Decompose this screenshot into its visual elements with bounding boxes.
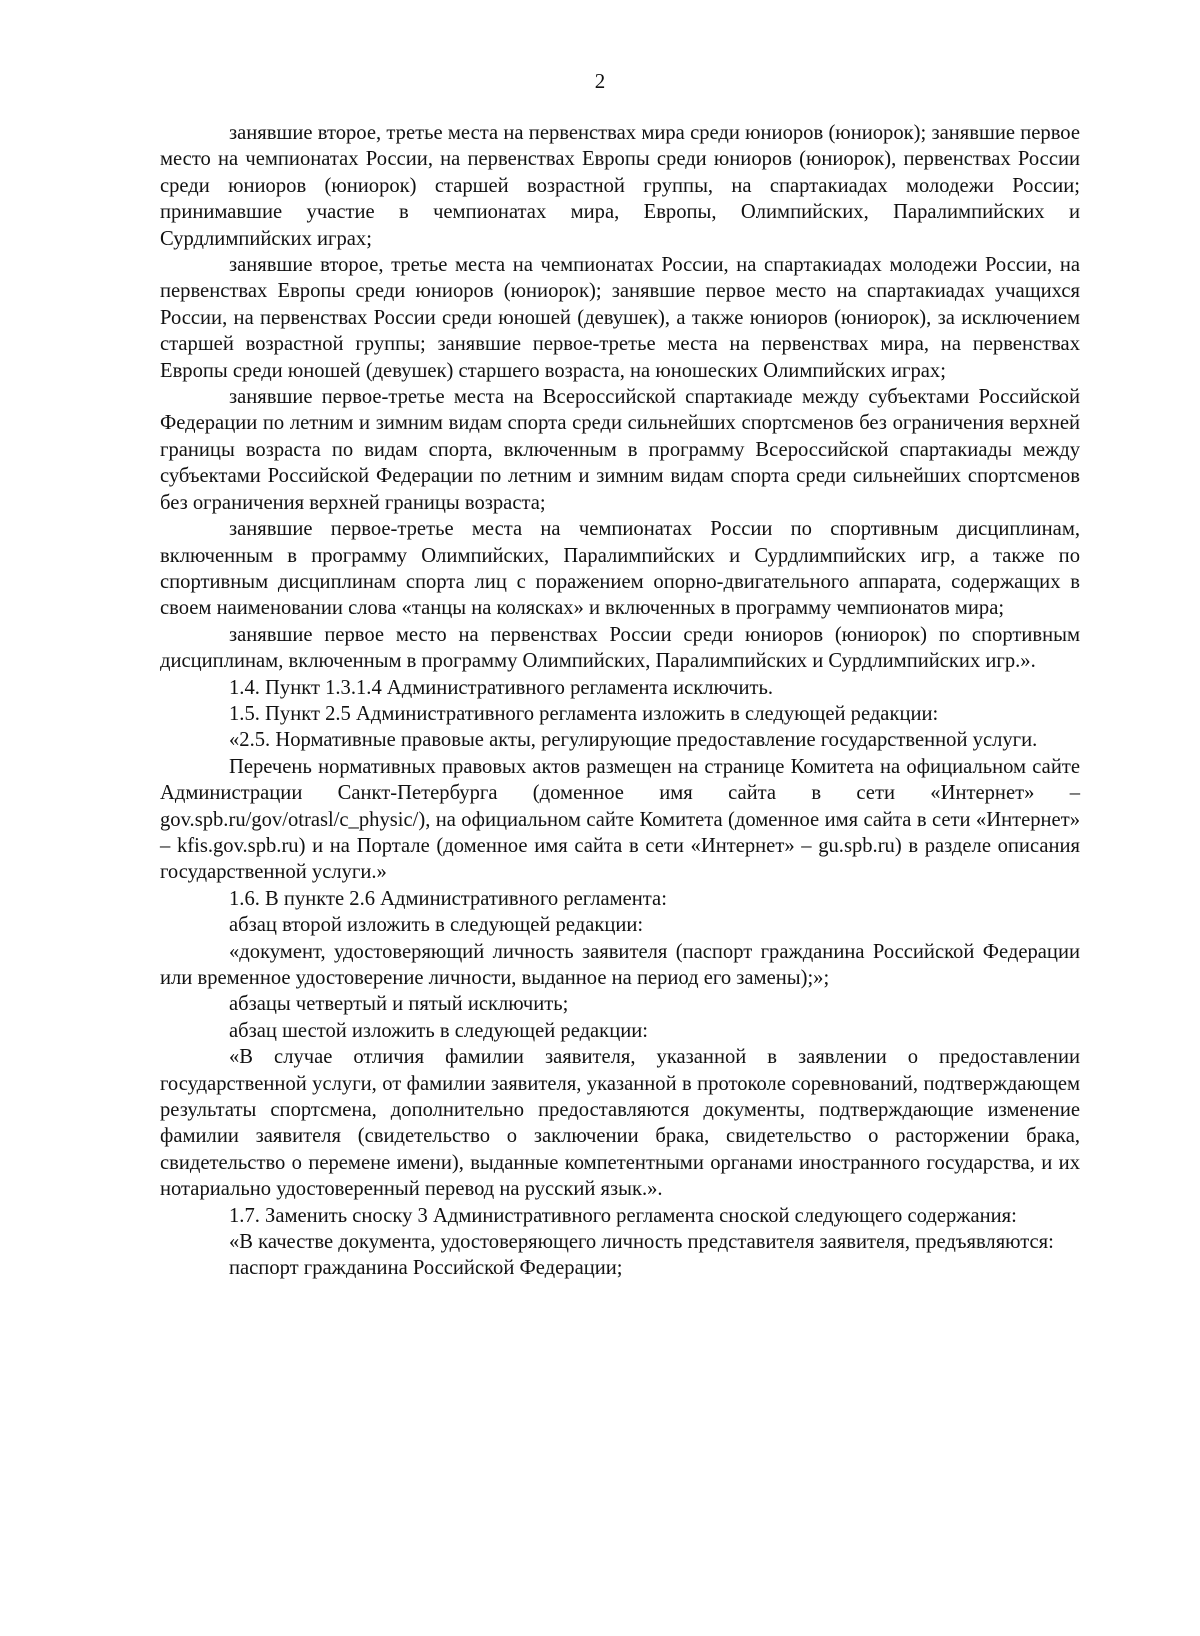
paragraph: занявшие первое-третье места на Всероссийской спартакиаде между субъектами Российской Федерации по летним и зимним видам спорта среди сильнейших спортсменов без ограничения верхней границы возраста по видам спорта, включенным в программу Всероссийской спартакиады между субъектами Российской Федерации по летним и зимним видам спорта среди сильнейших спортсменов без ограничения верхней границы возраста; <box>160 386 1080 514</box>
paragraph: 1.6. В пункте 2.6 Административного регламента: <box>229 887 667 910</box>
paragraph: 1.7. Заменить сноску 3 Административного регламента сноской следующего содержания: <box>229 1204 1017 1227</box>
paragraph: паспорт гражданина Российской Федерации; <box>229 1257 623 1280</box>
paragraph: абзацы четвертый и пятый исключить; <box>229 993 569 1016</box>
paragraph: абзац шестой изложить в следующей редакции: <box>229 1019 648 1042</box>
paragraph: занявшие первое место на первенствах России среди юниоров (юниорок) по спортивным дисциплинам, включенным в программу Олимпийских, Паралимпийских и Сурдлимпийских игр.». <box>160 623 1080 673</box>
paragraph: занявшие второе, третье места на чемпионатах России, на спартакиадах молодежи России, на первенствах Европы среди юниоров (юниорок); занявшие первое место на спартакиадах учащихся России, на первенствах России среди юношей (девушек), а также юниоров (юниорок), за исключением старшей возрастной группы; занявшие первое-третье места на первенствах мира, на первенствах Европы среди юношей (девушек) старшего возраста, на юношеских Олимпийских играх; <box>160 254 1080 382</box>
paragraph: «В случае отличия фамилии заявителя, указанной в заявлении о предоставлении государственной услуги, от фамилии заявителя, указанной в протоколе соревнований, подтверждающем результаты спортсмена, дополнительно предоставляются документы, подтверждающие изменение фамилии заявителя (свидетельство о заключении брака, свидетельство о расторжении брака, свидетельство о перемене имени), выданные компетентными органами иностранного государства, и их нотариально удостоверенный перевод на русский язык.». <box>160 1046 1080 1201</box>
paragraph: «документ, удостоверяющий личность заявителя (паспорт гражданина Российской Федерации или временное удостоверение личности, выданное на период его замены);»; <box>160 940 1080 989</box>
paragraph: занявшие второе, третье места на первенствах мира среди юниоров (юниорок); занявшие первое место на чемпионатах России, на первенствах Европы среди юниоров (юниорок), первенствах России среди юниоров (юниорок) старшей возрастной группы, на спартакиадах молодежи России; принимавшие участие в чемпионатах мира, Европы, Олимпийских, Паралимпийских и Сурдлимпийских играх; <box>160 122 1080 250</box>
paragraph: 1.4. Пункт 1.3.1.4 Административного регламента исключить. <box>229 676 774 699</box>
paragraph: Перечень нормативных правовых актов размещен на странице Комитета на официальном сайте Администрации Санкт-Петербурга (доменное имя сайта в сети «Интернет» – gov.spb.ru/gov/otrasl/c_physic/), на официальном сайте Комитета (доменное имя сайта в сети «Интернет» – kfis.gov.spb.ru) и на Портале (доменное имя сайта в сети «Интернет» – gu.spb.ru) в разделе описания государственной услуги.» <box>160 755 1080 884</box>
document-body <box>160 120 1080 1282</box>
paragraph: занявшие первое-третье места на чемпионатах России по спортивным дисциплинам, включенным в программу Олимпийских, Паралимпийских и Сурдлимпийских игр, а также по спортивным дисциплинам спорта лиц с поражением опорно-двигательного аппарата, содержащих в своем наименовании слова «танцы на колясках» и включенных в программу чемпионатов мира; <box>160 518 1080 620</box>
paragraph: «В качестве документа, удостоверяющего личность представителя заявителя, предъявляются: <box>229 1231 1054 1254</box>
page-number: 2 <box>594 69 606 93</box>
paragraph: абзац второй изложить в следующей редакции: <box>229 914 644 937</box>
paragraph: «2.5. Нормативные правовые акты, регулирующие предоставление государственной услуги. <box>229 729 1038 752</box>
paragraph: 1.5. Пункт 2.5 Административного регламента изложить в следующей редакции: <box>229 702 939 725</box>
